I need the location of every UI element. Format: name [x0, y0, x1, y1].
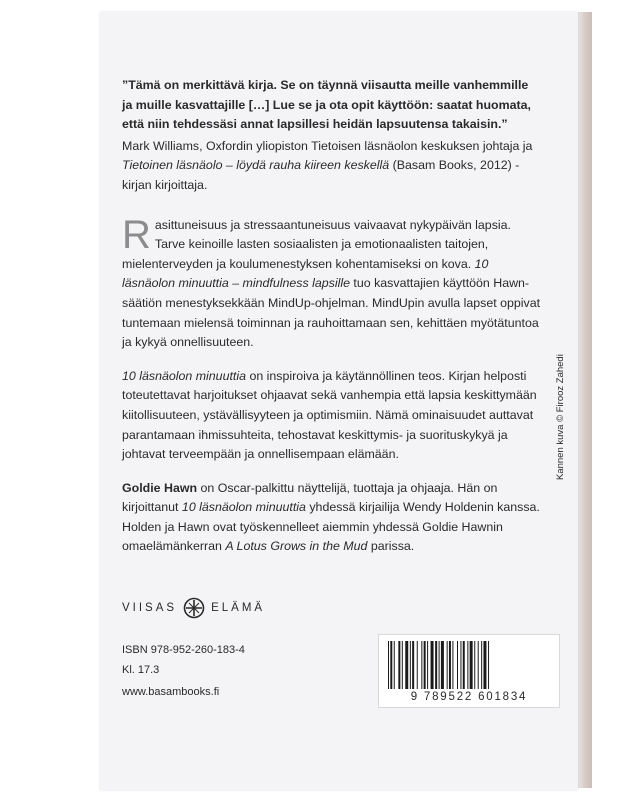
author-paragraph — [122, 479, 542, 557]
memoir-title: A Lotus Grows in the Mud — [225, 539, 368, 554]
barcode-bar — [441, 641, 444, 689]
barcode-bar — [435, 641, 437, 689]
barcode-bar — [478, 641, 479, 689]
barcode-number: 9 789522 601834 — [410, 691, 528, 703]
attribution-book-title: Tietoinen läsnäolo – löydä rauha kiireen keskellä — [122, 158, 390, 173]
barcode-bar — [405, 641, 408, 689]
barcode-bars — [386, 641, 550, 689]
barcode-bar — [390, 641, 392, 689]
intro-paragraph — [122, 212, 542, 353]
barcode-bar — [388, 641, 389, 689]
description-paragraph — [122, 367, 542, 465]
barcode-bar — [424, 641, 426, 689]
publisher-name-left: VIISAS — [122, 602, 178, 614]
barcode-bar — [452, 641, 453, 689]
barcode-bar — [449, 641, 451, 689]
barcode-bar — [447, 641, 448, 689]
author-text: on Oscar-palkittu näyttelijä, tuottaja ja ohjaaja. Hän on kirjoittanut — [122, 480, 498, 515]
intro-text-end: tuo kasvattajien käyttöön Hawn-säätiön menestyksekkään MindUp-ohjelman. MindUpin avulla lapset oppivat tuntemaan mielensä toiminnan ja rauhoittamaan sen, kehittäen myötätuntoa ja kykyä onnellisuuteen. — [122, 276, 541, 350]
isbn-text: ISBN 978-952-260-183-4 — [122, 644, 245, 656]
barcode-bar — [483, 641, 486, 689]
publisher-logo-icon — [183, 597, 205, 619]
publisher-logo — [122, 597, 265, 619]
attribution-text: Mark Williams, Oxfordin yliopiston Tietoisen läsnäolon keskuksen johtaja ja — [122, 138, 533, 153]
barcode-bar — [481, 641, 482, 689]
barcode-bar — [460, 641, 461, 689]
barcode-bar — [394, 641, 395, 689]
endorsement-quote: ”Tämä on merkittävä kirja. Se on täynnä viisautta meille vanhemmille ja muille kasvattajille […] Lue se ja ota opit käyttöön: saatat huomata, että niin tehdessäsi annat lapsillesi heidän lapsuutensa takaisin.” — [122, 78, 531, 132]
photo-credit-text: Kannen kuva © Firooz Zahedi — [555, 354, 566, 480]
barcode-bar — [467, 641, 468, 689]
author-text-end: parissa. — [367, 539, 415, 554]
barcode-bar — [431, 641, 434, 689]
back-cover-text — [122, 76, 542, 571]
barcode — [378, 634, 560, 708]
barcode-bar — [412, 641, 414, 689]
description-book-title: 10 läsnäolon minuuttia — [122, 368, 246, 383]
description-text: on inspiroiva ja käytännöllinen teos. Kirjan helposti toteutettavat harjoitukset ohjaavat sekä vanhempia että lapsia keskittymään kiitollisuuteen, ystävällisyyteen ja optimismiin. Nämä ominaisuudet auttavat parantamaan ihmissuhteita, tehostavat keskittymis- ja suorituskykyä ja johtavat terveempään ja onnellisempaan elämään. — [122, 368, 537, 462]
barcode-bar — [439, 641, 440, 689]
book-page-edge — [578, 12, 592, 788]
author-text-mid: yhdessä kirjailija Wendy Holdenin kanssa. Holden ja Hawn ovat työskennelleet aiemmin yhdessä Goldie Hawnin omaelämänkerran — [122, 500, 540, 554]
barcode-bar — [463, 641, 465, 689]
author-name: Goldie Hawn — [122, 480, 198, 495]
barcode-bar — [470, 641, 473, 689]
classification-text: Kl. 17.3 — [122, 664, 160, 676]
barcode-bar — [488, 641, 489, 689]
barcode-bar — [421, 641, 422, 689]
author-book-title: 10 läsnäolon minuuttia — [181, 500, 306, 515]
barcode-bar — [398, 641, 400, 689]
barcode-bar — [402, 641, 403, 689]
barcode-bar — [410, 641, 411, 689]
publisher-name-right: ELÄMÄ — [211, 602, 266, 614]
endorsement-attribution — [122, 137, 542, 196]
barcode-bar — [417, 641, 418, 689]
barcode-bar — [457, 641, 458, 689]
intro-text: asittuneisuus ja stressaantuneisuus vaivaavat nykypäivän lapsia. Tarve keinoille lasten sosiaalisten ja emotionaalisten taitojen, mielenterveyden ja koulumenestyksen kohentamiseksi on kova. — [122, 217, 511, 271]
publisher-website: www.basambooks.fi — [122, 686, 220, 698]
attribution-text-end: (Basam Books, 2012) -kirjan kirjoittaja. — [122, 158, 520, 192]
barcode-bar — [427, 641, 428, 689]
intro-book-title: 10 läsnäolon minuuttia – mindfulness lapsille — [122, 256, 489, 291]
barcode-bar — [474, 641, 475, 689]
drop-cap: R — [122, 212, 151, 257]
